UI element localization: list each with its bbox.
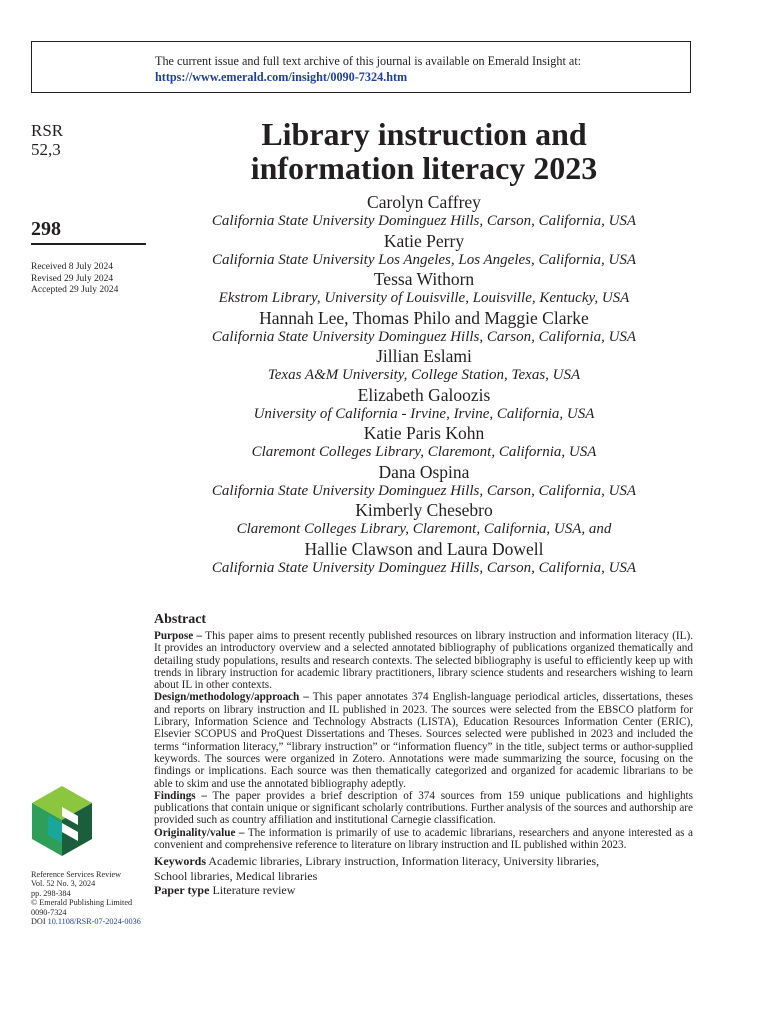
received-date: Received 8 July 2024 xyxy=(31,262,114,272)
keywords-line-1: Academic libraries, Library instruction, Information literacy, University libraries, xyxy=(206,854,600,869)
purpose-text: This paper aims to present recently published resources on library instruction and information literacy (IL). It provides an introductory overview and a selected annotated bibliography of publications organized thematically and detailing study populations, results and research contexts. The selected bibliography is useful to efficiently keep up with trends in library instruction for academic library practitioners, library science students and researchers wishing to learn about IL in other contexts. xyxy=(154,630,694,692)
article-title xyxy=(150,117,698,185)
pubinfo-volume: Vol. 52 No. 3, 2024 xyxy=(31,879,96,889)
author-affiliation: Claremont Colleges Library, Claremont, California, USA xyxy=(251,444,597,460)
journal-access-notice xyxy=(31,41,691,93)
title-line-2: information literacy 2023 xyxy=(250,150,598,186)
author-affiliation: University of California - Irvine, Irvine, California, USA xyxy=(253,405,595,422)
design-label: Design/methodology/approach – xyxy=(154,691,309,704)
title-line-1: Library instruction and xyxy=(261,116,587,152)
accepted-date: Accepted 29 July 2024 xyxy=(31,285,119,295)
author-affiliation: California State University Dominguez Hills, Carson, California, USA xyxy=(211,482,637,499)
author-name: Tessa Withorn xyxy=(373,269,475,289)
doi-link[interactable]: 10.1108/RSR-07-2024-0036 xyxy=(47,917,141,927)
findings-label: Findings – xyxy=(154,789,207,802)
keywords-line-2: School libraries, Medical libraries xyxy=(154,868,318,883)
abstract-findings xyxy=(154,790,693,827)
paper-type-label: Paper type xyxy=(154,883,210,898)
abstract-purpose xyxy=(154,630,693,691)
author-affiliation: Ekstrom Library, University of Louisville, Louisville, Kentucky, USA xyxy=(218,290,630,306)
author-affiliation: Claremont Colleges Library, Claremont, California, USA, and xyxy=(236,521,612,537)
design-text: This paper annotates 374 English-language periodical articles, dissertations, theses and reports on library instruction and IL published in 2023. The sources were selected from the EBSCO platform for Library, Information Science and Technology Abstracts (LISTA), Education Resources Information Center (ERIC), Elsevier SCOPUS and ProQuest Dissertations and Theses. Sources selected were published in 2023 and included the terms “information literacy,” “library instruction” or “information fluency” in the title, subject terms or author-supplied keywords. The sources were organized in Zotero. Annotations were made summarizing the source, focusing on the findings or implications. Each source was then thematically categorized and organized for academic librarians to be able to skim and use the annotated bibliography adeptly. xyxy=(154,691,694,790)
revised-date: Revised 29 July 2024 xyxy=(31,273,114,284)
originality-label: Originality/value – xyxy=(154,826,245,839)
author-name: Katie Paris Kohn xyxy=(363,423,485,443)
publisher-logo-icon xyxy=(31,785,93,857)
purpose-label: Purpose – xyxy=(154,630,203,642)
pubinfo-pages: pp. 298-384 xyxy=(31,888,71,898)
journal-url-link[interactable]: https://www.emerald.com/insight/0090-7324.htm xyxy=(155,70,408,84)
author-affiliation: California State University Dominguez Hills, Carson, California, USA xyxy=(211,559,637,576)
journal-code xyxy=(31,121,63,159)
abstract-design xyxy=(154,691,693,789)
abstract-originality xyxy=(154,827,693,852)
author-affiliation: California State University Los Angeles, Los Angeles, California, USA xyxy=(211,251,637,268)
journal-volume: 52,3 xyxy=(31,140,61,159)
keywords xyxy=(154,854,693,883)
author-name: Jillian Eslami xyxy=(376,346,472,366)
keywords-label: Keywords xyxy=(154,854,206,869)
author-name: Elizabeth Galoozis xyxy=(357,384,491,405)
abstract-heading: Abstract xyxy=(154,612,207,627)
paper-type xyxy=(154,883,693,898)
abstract xyxy=(154,611,693,898)
pubinfo-doi xyxy=(31,917,141,926)
side-divider xyxy=(31,243,146,245)
author-affiliation: California State University Dominguez Hills, Carson, California, USA xyxy=(211,213,637,229)
pubinfo-copyright: © Emerald Publishing Limited xyxy=(31,898,133,908)
journal-abbrev: RSR xyxy=(31,121,64,140)
author-list xyxy=(150,192,698,577)
author-affiliation: California State University Dominguez Hills, Carson, California, USA xyxy=(211,328,637,345)
author-affiliation: Texas A&M University, College Station, Texas, USA xyxy=(267,367,581,383)
author-name: Katie Perry xyxy=(383,230,465,251)
author-name: Kimberly Chesebro xyxy=(355,500,493,520)
paper-type-text: Literature review xyxy=(209,883,296,898)
publication-info xyxy=(31,870,141,926)
notice-text: The current issue and full text archive of this journal is available on Emerald Insight at: xyxy=(155,54,582,68)
author-name: Carolyn Caffrey xyxy=(367,192,481,212)
author-name: Dana Ospina xyxy=(378,461,470,482)
findings-text: The paper provides a brief description of 374 sources from 159 unique publications and highlights publications that contain unique or significant scholarly contributions. Further analysis of the sources and authorship are provided such as country affiliation and institutional Carnegie classification. xyxy=(154,789,693,827)
pubinfo-issn: 0090-7324 xyxy=(31,907,67,917)
originality-text: The information is primarily of use to academic librarians, researchers and anyone interested as a convenient and comprehensive reference to literature on library instruction and IL published within 2023. xyxy=(154,826,693,852)
pubinfo-journal: Reference Services Review xyxy=(31,870,122,879)
submission-dates xyxy=(31,262,118,297)
author-name: Hannah Lee, Thomas Philo and Maggie Clarke xyxy=(259,307,589,328)
doi-label: DOI xyxy=(31,917,48,927)
author-name: Hallie Clawson and Laura Dowell xyxy=(304,538,544,559)
page-number: 298 xyxy=(31,218,61,240)
